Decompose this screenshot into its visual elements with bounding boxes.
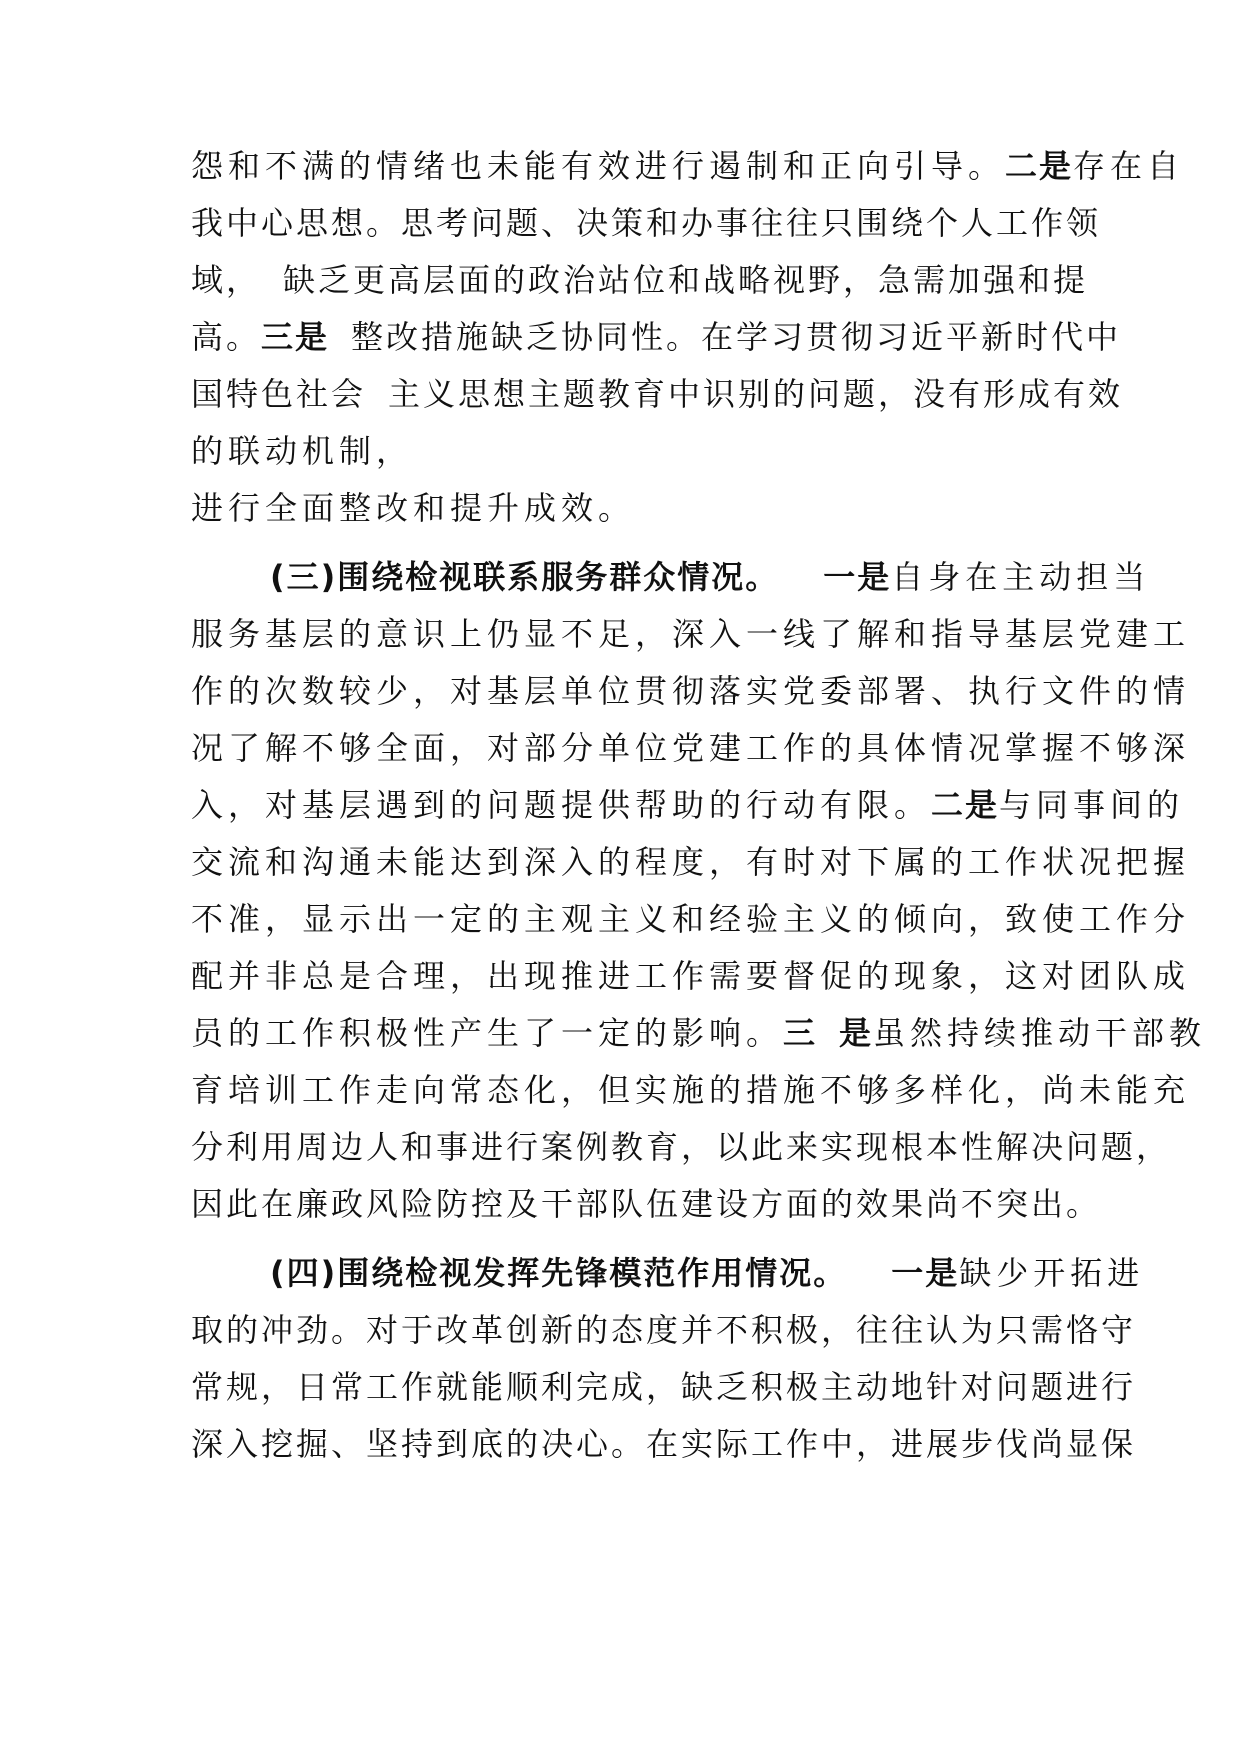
section-heading-3: (三)围绕检视联系服务群众情况。 一是自身在主动担当 [270, 558, 1151, 596]
text-line: 我中心思想。思考问题、决策和办事往往只围绕个人工作领 [191, 204, 1102, 242]
text-line: 不准，显示出一定的主观主义和经验主义的倾向，致使工作分 [191, 900, 1191, 938]
text-line: 育培训工作走向常态化，但实施的措施不够多样化，尚未能充 [191, 1071, 1191, 1109]
section-heading-4: (四)围绕检视发挥先锋模范作用情况。 一是缺少开拓进 [270, 1254, 1145, 1292]
text-line: 域， 缺乏更高层面的政治站位和战略视野，急需加强和提 [191, 261, 1089, 299]
text-line: 常规，日常工作就能顺利完成，缺乏积极主动地针对问题进行 [191, 1368, 1137, 1406]
text-line: 交流和沟通未能达到深入的程度，有时对下属的工作状况把握 [191, 843, 1191, 881]
text-line: 的联动机制， [191, 432, 414, 470]
text-line: 分利用周边人和事进行案例教育，以此来实现根本性解决问题， [191, 1128, 1172, 1166]
text-line: 作的次数较少，对基层单位贯彻落实党委部署、执行文件的情 [191, 672, 1191, 710]
text-line: 员的工作积极性产生了一定的影响。三 是虽然持续推动干部教 [191, 1014, 1207, 1052]
text-line: 况了解不够全面，对部分单位党建工作的具体情况掌握不够深 [191, 729, 1191, 767]
text-line: 取的冲劲。对于改革创新的态度并不积极，往往认为只需恪守 [191, 1311, 1137, 1349]
text-line: 高。三是 整改措施缺乏协同性。在学习贯彻习近平新时代中 [191, 318, 1122, 356]
text-line: 因此在廉政风险防控及干部队伍建设方面的效果尚不突出。 [191, 1185, 1102, 1223]
text-line: 怨和不满的情绪也未能有效进行遏制和正向引导。二是存在自 [191, 147, 1185, 185]
text-line: 入，对基层遇到的问题提供帮助的行动有限。二是与同事间的 [191, 786, 1185, 824]
text-line: 配并非总是合理，出现推进工作需要督促的现象，这对团队成 [191, 957, 1191, 995]
text-line: 服务基层的意识上仍显不足，深入一线了解和指导基层党建工 [191, 615, 1191, 653]
text-line: 深入挖掘、坚持到底的决心。在实际工作中，进展步伐尚显保 [191, 1425, 1137, 1463]
text-line: 国特色社会 主义思想主题教育中识别的问题，没有形成有效 [191, 375, 1124, 413]
text-line: 进行全面整改和提升成效。 [191, 489, 636, 527]
